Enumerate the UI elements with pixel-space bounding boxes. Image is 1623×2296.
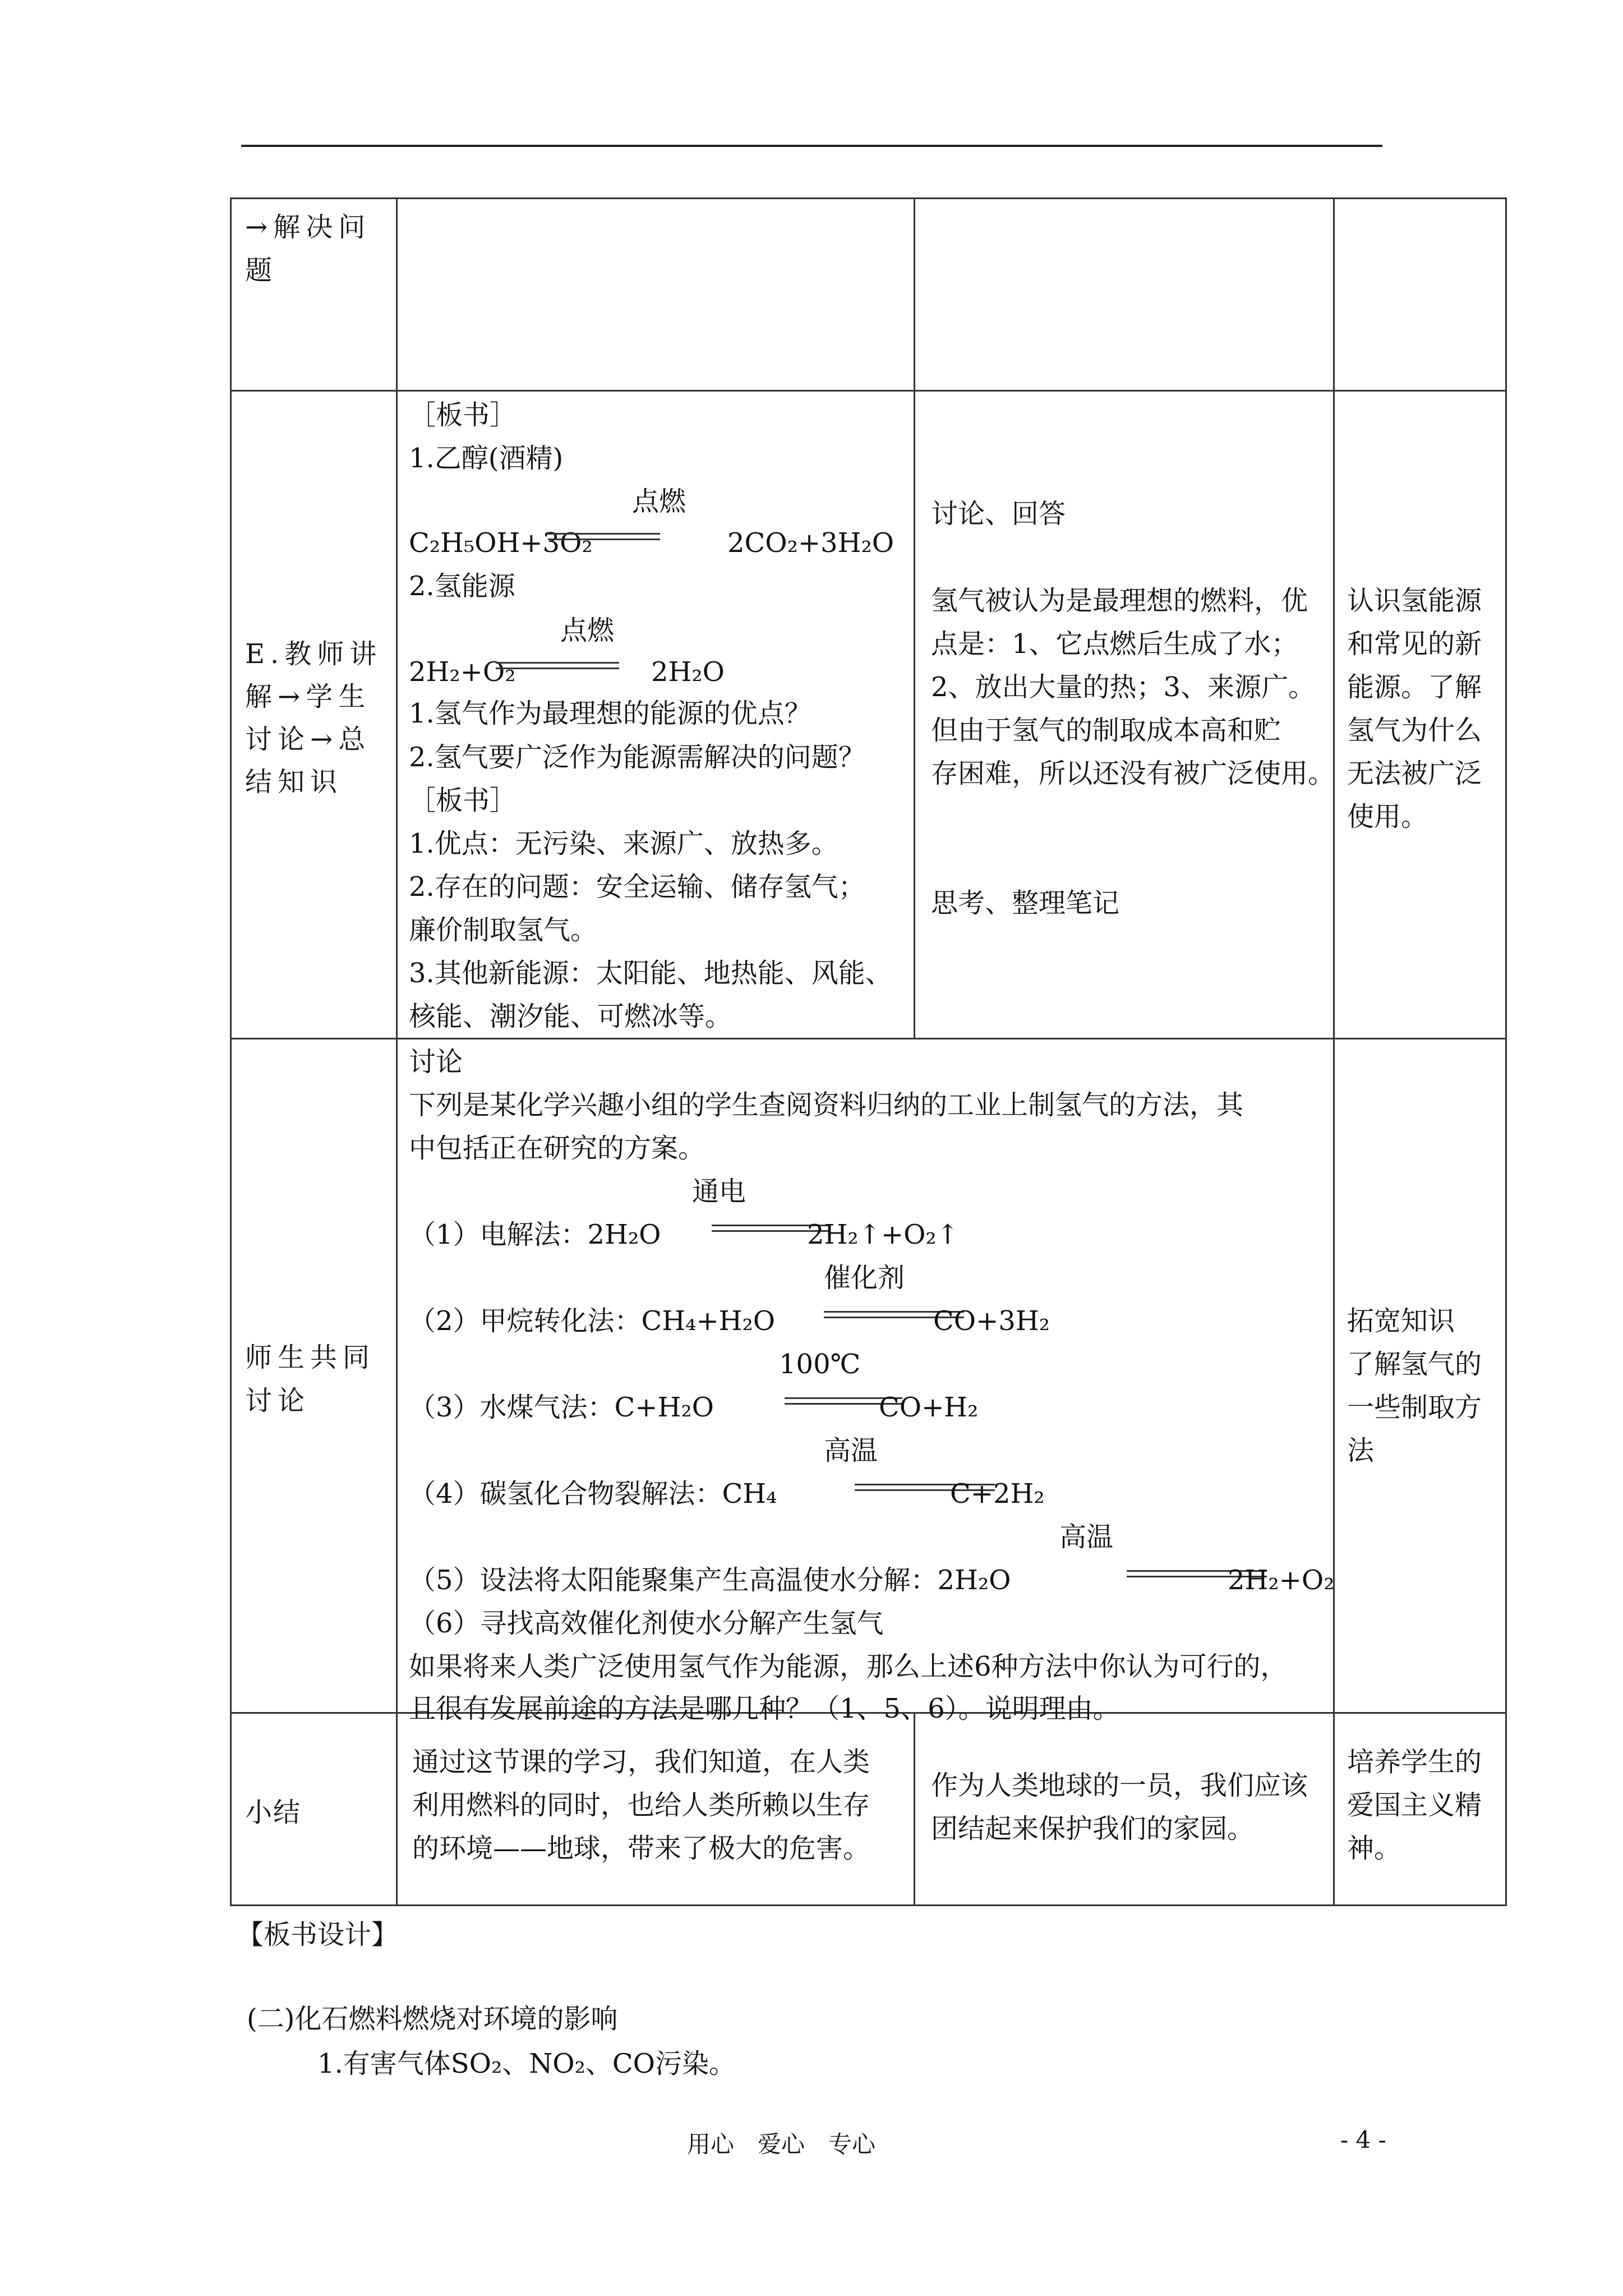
answer: 1.优点：无污染、来源广、放热多。 <box>409 828 838 859</box>
summary-student <box>915 1714 1333 1903</box>
method: （1）电解法：2H₂O <box>409 1219 661 1250</box>
summary-text: 的环境——地球，带来了极大的危害。 <box>412 1833 870 1864</box>
method: （5）设法将太阳能聚集产生高温使水分解：2H₂O <box>409 1565 1011 1596</box>
board-notes <box>398 392 914 1037</box>
row-label: E.教师讲解→学生讨论→总结知识 <box>245 638 382 798</box>
intent-text: 培养学生的 <box>1347 1746 1482 1778</box>
intent-text: 拓宽知识 <box>1347 1305 1455 1337</box>
discussion-intro: 中包括正在研究的方案。 <box>409 1133 706 1164</box>
summary-text: 利用燃料的同时，也给人类所赖以生存 <box>412 1789 870 1821</box>
equals-sign <box>496 668 619 669</box>
discussion-question: 如果将来人类广泛使用氢气作为能源，那么上述6种方法中你认为可行的， <box>409 1651 1288 1682</box>
summary-text: 通过这节课的学习，我们知道，在人类 <box>412 1746 870 1778</box>
condition: 高温 <box>824 1435 878 1466</box>
activity-text: 思考、整理笔记 <box>931 887 1120 919</box>
summary-text: 作为人类地球的一员，我们应该 <box>931 1770 1308 1801</box>
summary-text: 团结起来保护我们的家园。 <box>931 1813 1255 1844</box>
board-tag: ［板书］ <box>409 399 517 431</box>
table-row <box>231 199 1506 391</box>
summary-teacher <box>398 1714 914 1903</box>
intent-text: 和常见的新 <box>1347 628 1482 660</box>
activity-text: 讨论、回答 <box>931 498 1066 530</box>
method-product: CO+3H₂ <box>933 1305 1050 1337</box>
activity-text: 2、放出大量的热；3、来源广。 <box>931 671 1316 703</box>
design-intent <box>1335 392 1505 1037</box>
table-row <box>231 1039 1506 1713</box>
discussion-question: 且很有发展前途的方法是哪几种？（1、5、6）。说明理由。 <box>409 1693 1120 1724</box>
question: 1.氢气作为最理想的能源的优点？ <box>409 698 811 729</box>
intent-text: 一些制取方 <box>1347 1392 1482 1423</box>
method: （4）碳氢化合物裂解法：CH₄ <box>409 1478 777 1510</box>
method: （6）寻找高效催化剂使水分解产生氢气 <box>409 1608 884 1639</box>
header-rule <box>241 145 1382 147</box>
condition-ignite: 点燃 <box>560 615 615 646</box>
equation-right: 2CO₂+3H₂O <box>727 527 895 559</box>
row-label: 师生共同讨论 <box>245 1341 376 1416</box>
answer: 核能、潮汐能、可燃冰等。 <box>409 1001 732 1032</box>
activity-text: 氢气被认为是最理想的燃料，优 <box>931 585 1308 616</box>
student-activity <box>915 392 1333 1037</box>
discussion-intro: 下列是某化学兴趣小组的学生查阅资料归纳的工业上制氢气的方法，其 <box>409 1089 1244 1121</box>
item-hydrogen: 2.氢能源 <box>409 570 515 602</box>
section-heading: (二)化石燃料燃烧对环境的影响 <box>247 2003 618 2035</box>
design-intent <box>1335 1039 1505 1711</box>
intent-text: 法 <box>1347 1435 1375 1466</box>
equation-right: 2H₂O <box>651 656 725 688</box>
lesson-table <box>230 197 1507 1906</box>
equals-sign <box>548 539 660 540</box>
answer: 3.其他新能源：太阳能、地热能、风能、 <box>409 958 892 989</box>
row-label: 小结 <box>245 1796 302 1828</box>
item-ethanol: 1.乙醇(酒精) <box>409 443 564 474</box>
intent-text: 氢气为什么 <box>1347 715 1482 746</box>
equation-left: 2H₂+O₂ <box>409 656 516 688</box>
activity-text: 存困难，所以还没有被广泛使用。 <box>931 758 1335 789</box>
equals-sign <box>496 662 619 664</box>
section-item: 1.有害气体SO₂、NO₂、CO污染。 <box>317 2048 736 2079</box>
intent-text: 神。 <box>1347 1833 1401 1864</box>
activity-text: 但由于氢气的制取成本高和贮 <box>931 715 1281 746</box>
intent-text: 认识氢能源 <box>1347 585 1482 616</box>
table-row <box>231 391 1506 1039</box>
condition: 100℃ <box>779 1349 861 1380</box>
answer: 2.存在的问题：安全运输、储存氢气； <box>409 871 865 903</box>
equals-sign <box>548 533 660 535</box>
method: （2）甲烷转化法：CH₄+H₂O <box>409 1305 776 1337</box>
row-label: →解决问题 <box>245 211 371 286</box>
method-product: CO+H₂ <box>879 1392 979 1423</box>
intent-text: 使用。 <box>1347 801 1428 832</box>
activity-text: 点是：1、它点燃后生成了水； <box>931 628 1298 660</box>
footer-motto: 用心 爱心 专心 <box>687 2131 876 2158</box>
discussion <box>398 1039 1335 1724</box>
intent-text: 了解氢气的 <box>1347 1349 1482 1380</box>
method-product: C+2H₂ <box>950 1478 1045 1510</box>
equation-left: C₂H₅OH+3O₂ <box>409 527 593 559</box>
page-number: - 4 - <box>1340 2126 1386 2154</box>
method-product: 2H₂+O₂ <box>1228 1565 1335 1596</box>
answer: 廉价制取氢气。 <box>409 914 598 946</box>
intent-text: 能源。了解 <box>1347 671 1482 703</box>
table-row <box>231 1713 1506 1906</box>
method-product: 2H₂↑+O₂↑ <box>807 1219 959 1250</box>
intent-text: 无法被广泛 <box>1347 758 1482 789</box>
condition: 高温 <box>1059 1521 1114 1553</box>
question: 2.氢气要广泛作为能源需解决的问题？ <box>409 742 865 773</box>
design-intent <box>1335 1714 1505 1903</box>
discussion-title: 讨论 <box>409 1046 463 1078</box>
condition: 催化剂 <box>824 1262 905 1294</box>
method: （3）水煤气法：C+H₂O <box>409 1392 714 1423</box>
condition: 通电 <box>692 1176 746 1207</box>
condition-ignite: 点燃 <box>632 486 686 517</box>
board-design-heading: 【板书设计】 <box>237 1919 399 1950</box>
board-tag: ［板书］ <box>409 785 517 816</box>
intent-text: 爱国主义精 <box>1347 1789 1482 1821</box>
